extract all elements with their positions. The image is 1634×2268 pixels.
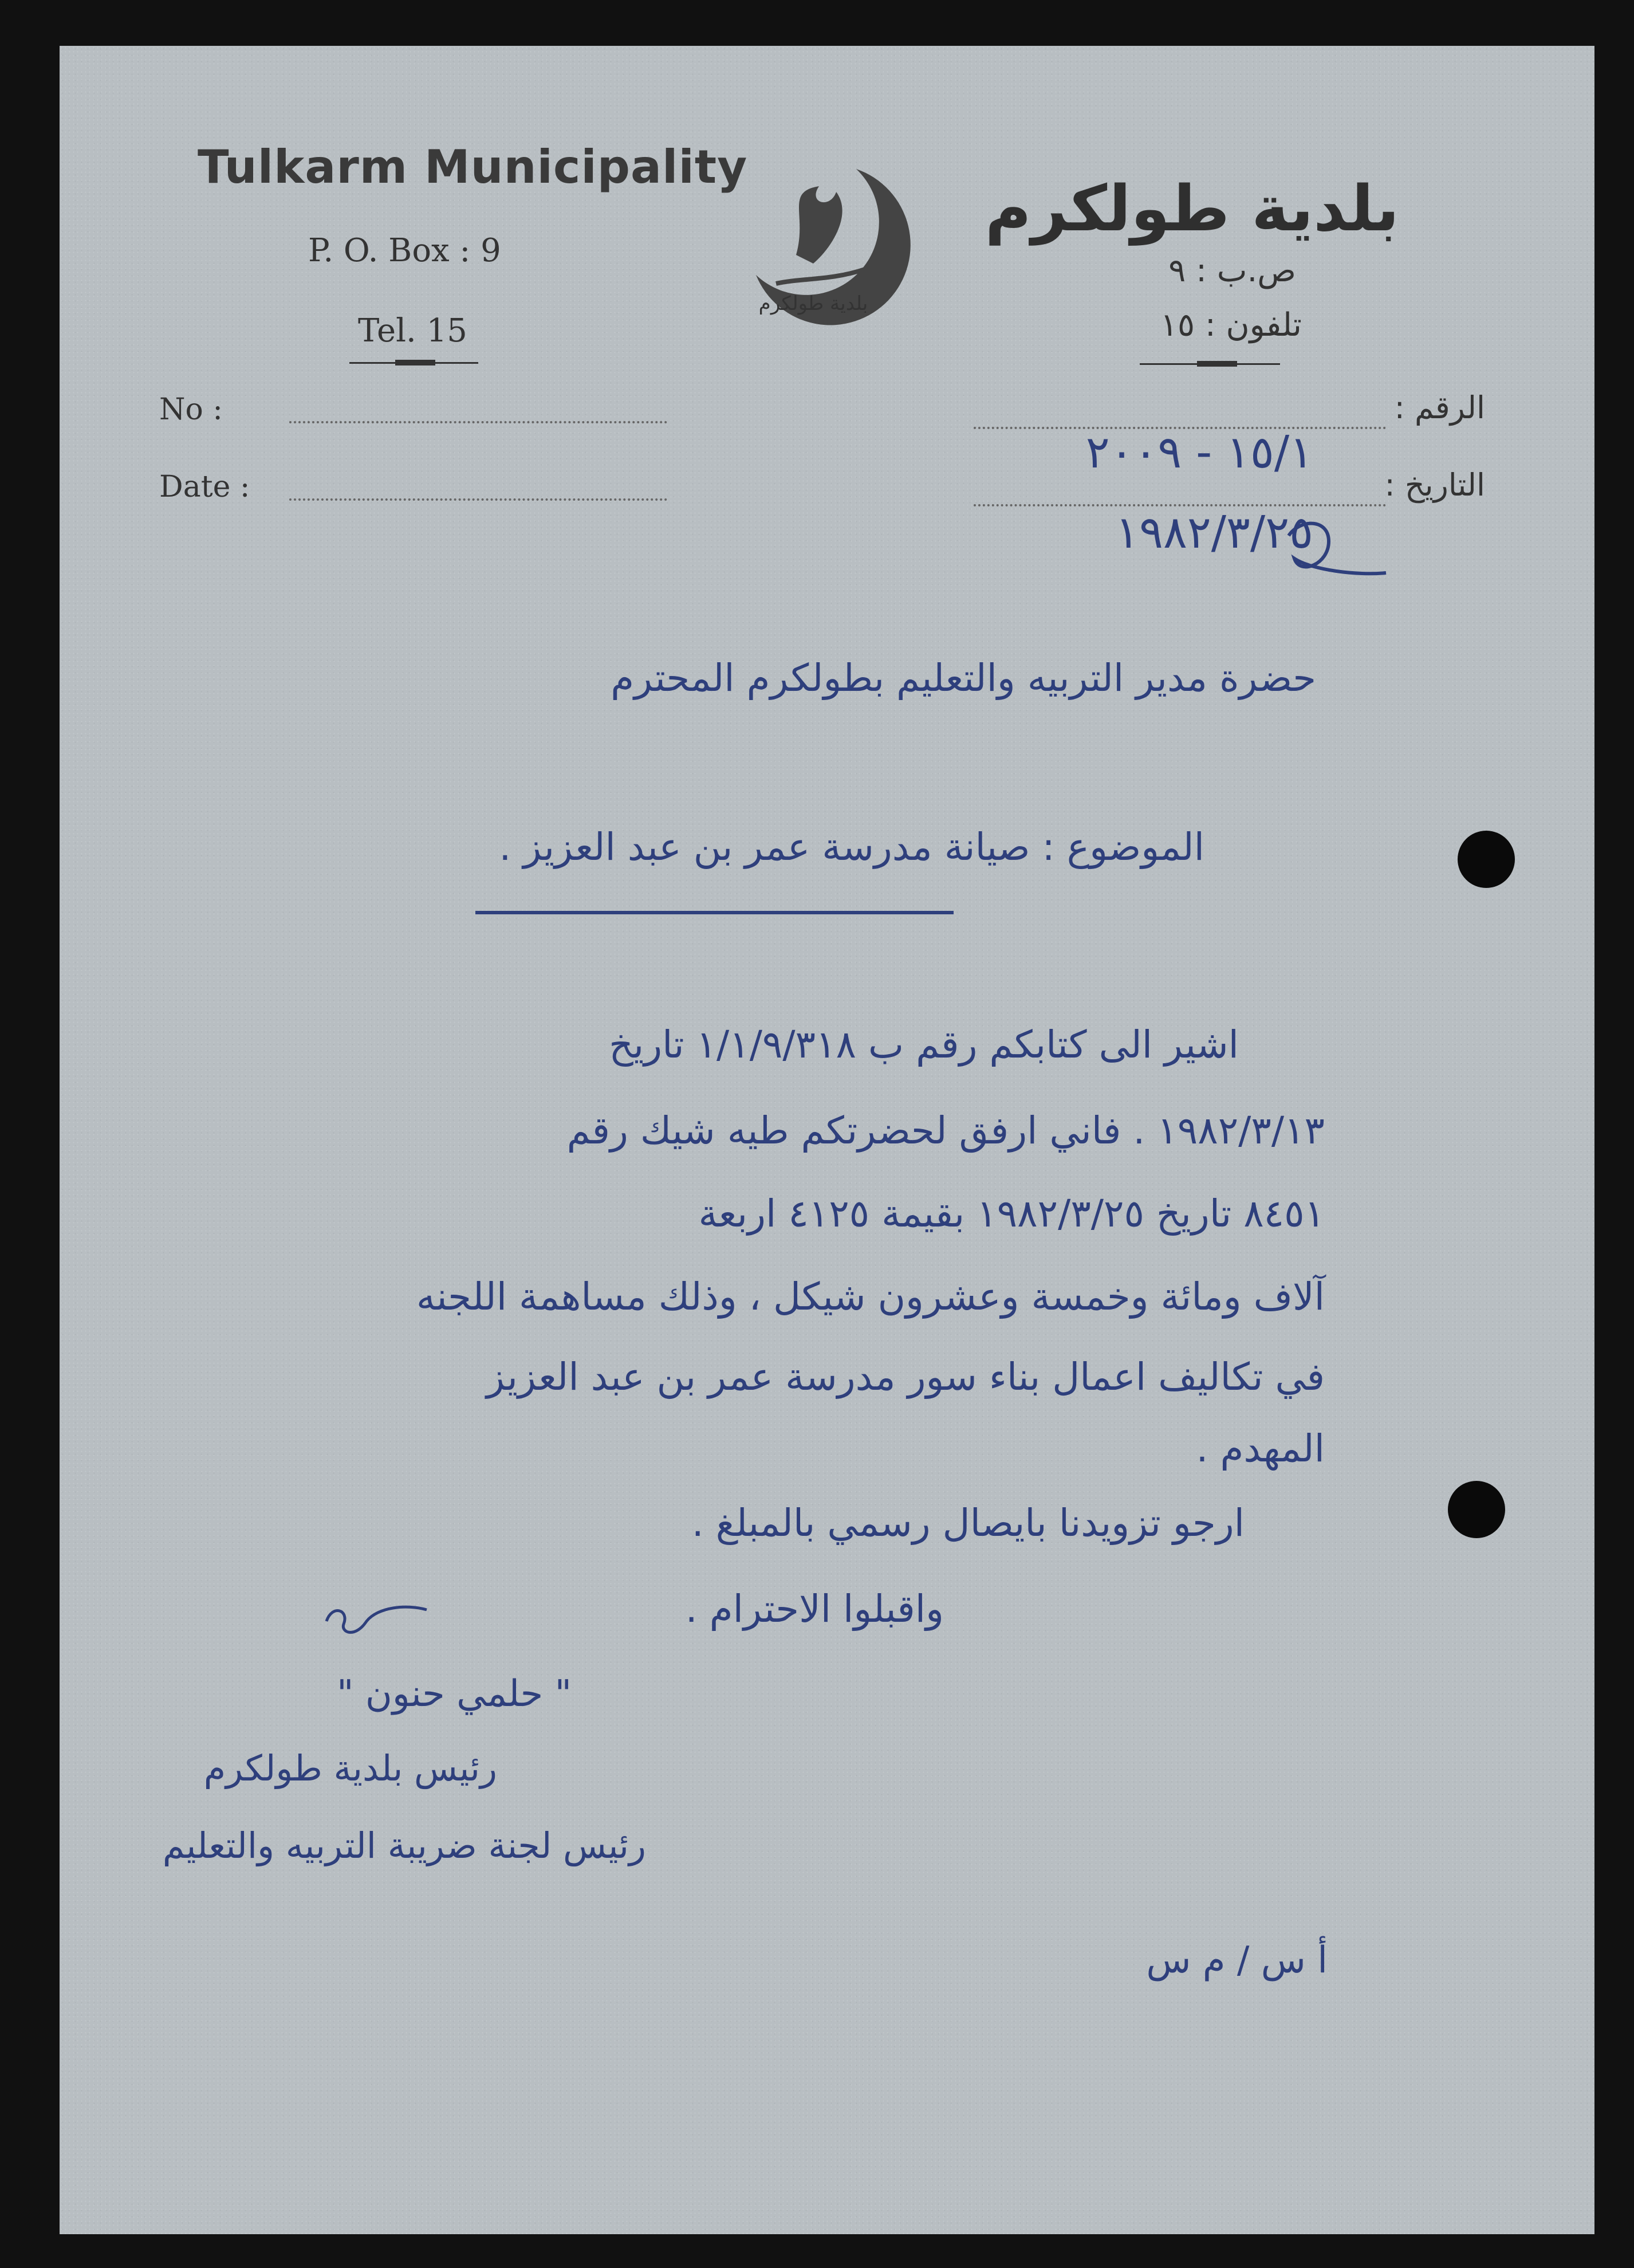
no-label-en: No : bbox=[159, 392, 223, 427]
date-label-ar: التاريخ : bbox=[1384, 467, 1485, 503]
body-line-6: المهدم . bbox=[1196, 1426, 1325, 1471]
body-line-3: ٨٤٥١ تاريخ ١٩٨٢/٣/٢٥ بقيمة ٤١٢٥ اربعة bbox=[698, 1192, 1325, 1236]
no-line-en bbox=[289, 421, 667, 423]
body-line-2: ١٩٨٢/٣/١٣ . فاني ارفق لحضرتكم طيه شيك رقم bbox=[566, 1109, 1325, 1153]
closing-line: واقبلوا الاحترام . bbox=[685, 1587, 944, 1631]
date-flourish-icon bbox=[1277, 513, 1392, 581]
date-line-en bbox=[289, 498, 667, 501]
punch-hole-top bbox=[1458, 831, 1515, 888]
recipient-line: حضرة مدير التربيه والتعليم بطولكرم المحترم bbox=[611, 656, 1316, 700]
date-value: ١٩٨٢/٣/٢٥ bbox=[1115, 507, 1313, 559]
request-line: ارجو تزويدنا بايصال رسمي بالمبلغ . bbox=[691, 1501, 1245, 1545]
letterhead-tel-en: Tel. 15 bbox=[358, 312, 467, 349]
typist-initials: أ س / م س bbox=[1146, 1939, 1328, 1982]
no-label-ar: الرقم : bbox=[1394, 390, 1485, 426]
letterhead-pobox-ar: ص.ب : ٩ bbox=[1168, 252, 1296, 289]
body-line-4: آلاف ومائة وخمسة وعشرون شيكل ، وذلك مساهمة اللجنه bbox=[416, 1275, 1325, 1319]
body-line-5: في تكاليف اعمال بناء سور مدرسة عمر بن عبد العزيز bbox=[486, 1355, 1325, 1399]
signatory-title-2: رئيس لجنة ضريبة التربيه والتعليم bbox=[162, 1825, 646, 1866]
subject-line: الموضوع : صيانة مدرسة عمر بن عبد العزيز . bbox=[499, 825, 1204, 869]
no-value: ١٥/١ - ٢٠٠٩ bbox=[1085, 427, 1313, 478]
date-line-ar bbox=[974, 504, 1386, 506]
logo-text: بلدية طولكرم bbox=[758, 292, 868, 315]
letterhead-pobox-en: P. O. Box : 9 bbox=[308, 232, 501, 269]
municipality-logo bbox=[722, 146, 911, 335]
letterhead-tel-ar: تلفون : ١٥ bbox=[1160, 306, 1302, 344]
signature-mark-icon bbox=[321, 1598, 435, 1650]
body-line-1: اشير الى كتابكم رقم ب ١/١/٩/٣١٨ تاريخ bbox=[609, 1023, 1239, 1067]
letterhead-name-ar: بلدية طولكرم bbox=[985, 172, 1399, 245]
signatory-name: " حلمي حنون " bbox=[337, 1673, 572, 1715]
subject-underline bbox=[475, 911, 954, 914]
letterhead-name-en: Tulkarm Municipality bbox=[198, 140, 748, 194]
date-label-en: Date : bbox=[159, 470, 250, 504]
tel-underline-ar-mark bbox=[1197, 361, 1237, 367]
punch-hole-bottom bbox=[1448, 1481, 1505, 1538]
signatory-title-1: رئيس بلدية طولكرم bbox=[203, 1747, 497, 1789]
tel-underline-en-mark bbox=[395, 360, 435, 365]
